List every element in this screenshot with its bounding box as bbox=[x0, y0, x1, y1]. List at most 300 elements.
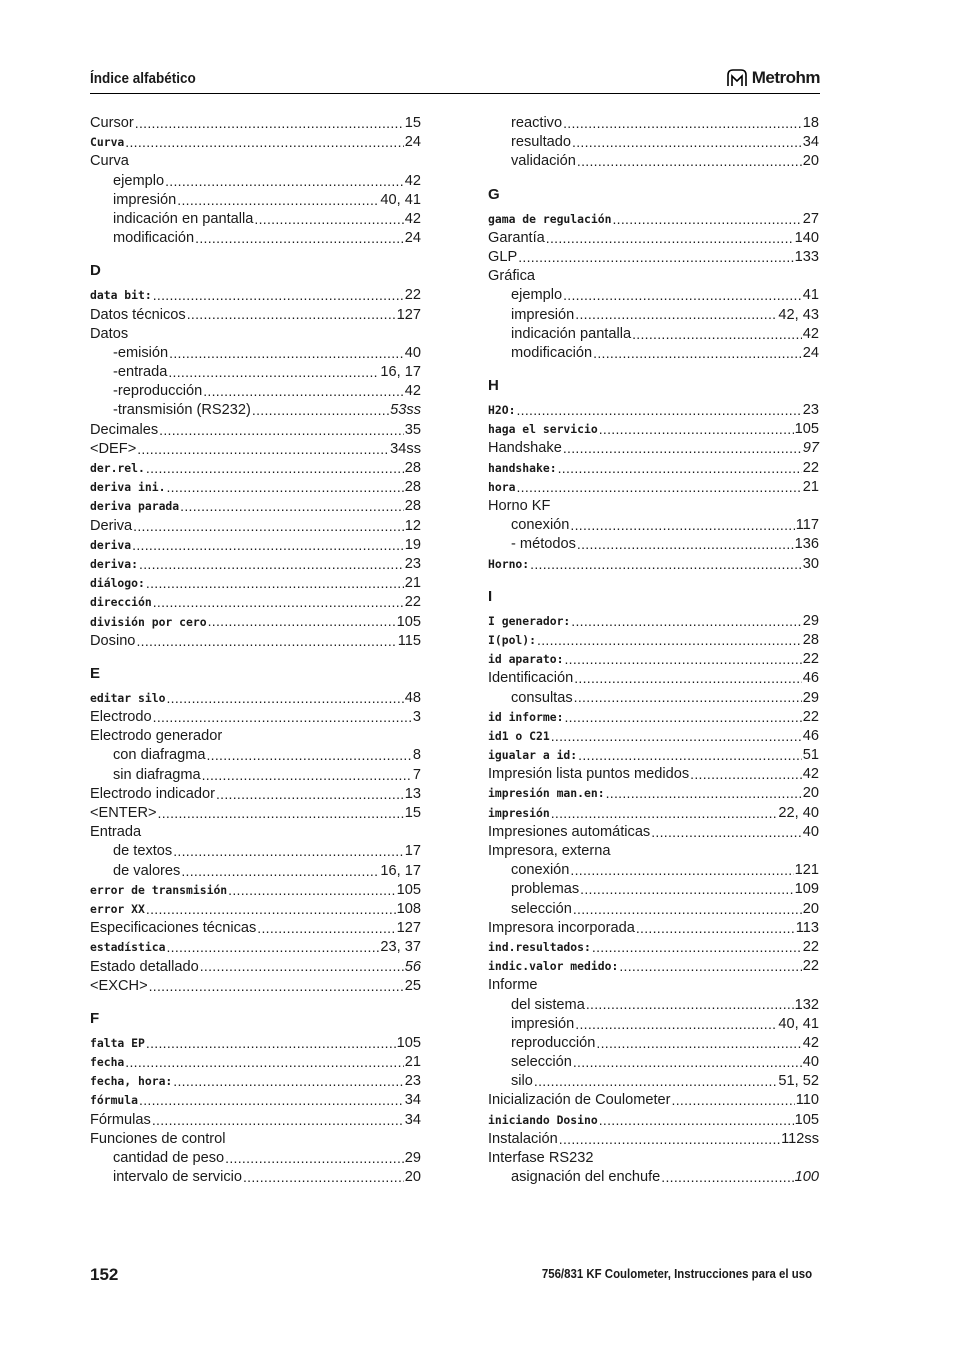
index-term: selección bbox=[511, 1054, 572, 1071]
index-term: Impresora, externa bbox=[488, 843, 611, 859]
dot-leader bbox=[149, 977, 404, 996]
index-subentry bbox=[488, 1072, 819, 1091]
index-page-ref: 23, 37 bbox=[380, 939, 421, 956]
index-page-ref: 46 bbox=[802, 727, 819, 744]
index-entry bbox=[488, 669, 819, 688]
index-page-ref: 136 bbox=[794, 536, 819, 553]
index-term: indic.valor medido: bbox=[488, 959, 619, 974]
index-subentry bbox=[90, 344, 421, 363]
index-page-ref: 8 bbox=[412, 747, 421, 764]
index-term: de textos bbox=[113, 843, 173, 860]
index-page-ref: 24 bbox=[802, 344, 819, 361]
index-subentry bbox=[90, 746, 421, 765]
dot-leader bbox=[572, 133, 802, 152]
index-page-ref: 132 bbox=[794, 996, 819, 1013]
index-term: validación bbox=[511, 153, 576, 170]
index-entry bbox=[90, 919, 421, 938]
index-page-ref: 20 bbox=[404, 1169, 421, 1186]
metrohm-logo-icon bbox=[726, 69, 748, 87]
index-entry bbox=[488, 938, 819, 957]
index-entry bbox=[90, 1034, 421, 1053]
index-term: Horno: bbox=[488, 556, 530, 571]
dot-leader bbox=[580, 880, 794, 899]
index-page-ref: 105 bbox=[396, 1034, 421, 1051]
index-term: Impresiones automáticas bbox=[488, 823, 651, 840]
index-term: Decimales bbox=[90, 421, 159, 438]
index-term: deriva bbox=[90, 537, 132, 552]
index-term: Fórmulas bbox=[90, 1111, 151, 1128]
index-page-ref: 22 bbox=[404, 594, 421, 611]
header-rule bbox=[90, 93, 820, 94]
index-entry bbox=[90, 900, 421, 919]
index-letter-heading: I bbox=[488, 587, 493, 605]
index-page-ref: 20 bbox=[802, 900, 819, 917]
index-term: id1 o C21 bbox=[488, 728, 550, 743]
index-entry bbox=[90, 708, 421, 727]
index-term: ind.resultados: bbox=[488, 939, 591, 954]
index-page-ref: 105 bbox=[794, 1111, 819, 1128]
index-term: deriva parada bbox=[90, 499, 180, 514]
dot-leader bbox=[563, 439, 802, 458]
dot-leader bbox=[173, 1072, 403, 1091]
index-term: -entrada bbox=[113, 364, 168, 381]
index-page-ref: 24 bbox=[404, 134, 421, 151]
dot-leader bbox=[254, 210, 403, 229]
index-entry bbox=[90, 1091, 421, 1110]
index-term: GLP bbox=[488, 248, 518, 265]
dot-leader bbox=[169, 344, 404, 363]
index-entry bbox=[488, 459, 819, 478]
footer-manual-title: 756/831 KF Coulometer, Instrucciones para el uso bbox=[541, 1266, 812, 1281]
dot-leader bbox=[257, 919, 395, 938]
index-entry bbox=[90, 804, 421, 823]
index-group-label bbox=[90, 727, 421, 746]
index-subentry bbox=[90, 401, 421, 420]
index-page-ref: 51 bbox=[802, 747, 819, 764]
index-term: hora bbox=[488, 479, 516, 494]
index-entry bbox=[90, 536, 421, 555]
index-subentry bbox=[90, 382, 421, 401]
index-subentry bbox=[488, 114, 819, 133]
index-term: ejemplo bbox=[511, 287, 563, 304]
index-page-ref: 48 bbox=[404, 689, 421, 706]
index-term: error XX bbox=[90, 901, 145, 916]
index-letter-heading: D bbox=[90, 262, 101, 280]
dot-leader bbox=[146, 574, 404, 593]
dot-leader bbox=[166, 938, 379, 957]
index-page-ref: 27 bbox=[802, 210, 819, 227]
index-term: Cursor bbox=[90, 115, 134, 131]
dot-leader bbox=[577, 535, 794, 554]
dot-leader bbox=[534, 1072, 778, 1091]
dot-leader bbox=[152, 1111, 404, 1130]
index-page-ref: 113 bbox=[795, 919, 819, 936]
index-page-ref: 7 bbox=[412, 766, 421, 783]
index-term: ejemplo bbox=[113, 172, 165, 189]
index-term: <EXCH> bbox=[90, 977, 148, 994]
index-term: sin diafragma bbox=[113, 766, 201, 783]
dot-leader bbox=[530, 555, 802, 574]
index-page-ref: 40 bbox=[802, 1054, 819, 1071]
index-term: problemas bbox=[511, 881, 580, 898]
index-entry bbox=[90, 478, 421, 497]
index-page-ref: 17 bbox=[404, 843, 421, 860]
index-page-ref: 42 bbox=[802, 325, 819, 342]
index-column-left bbox=[90, 114, 421, 1187]
logo-wordmark: Metrohm bbox=[751, 68, 820, 87]
index-term: impresión bbox=[113, 191, 177, 208]
dot-leader bbox=[574, 669, 802, 688]
index-entry bbox=[488, 1111, 819, 1130]
index-column-right bbox=[488, 114, 819, 1187]
index-entry bbox=[90, 785, 421, 804]
index-subentry bbox=[488, 880, 819, 899]
index-page-ref: 21 bbox=[404, 1054, 421, 1071]
index-entry bbox=[488, 708, 819, 727]
index-term: Identificación bbox=[488, 670, 574, 687]
dot-leader bbox=[208, 613, 396, 632]
index-page-ref: 29 bbox=[802, 689, 819, 706]
index-term: intervalo de servicio bbox=[113, 1169, 242, 1186]
dot-leader bbox=[243, 1168, 404, 1187]
index-term: silo bbox=[511, 1073, 533, 1090]
index-page-ref: 22 bbox=[802, 708, 819, 725]
index-page-ref: 42 bbox=[404, 383, 421, 400]
index-term: error de transmisión bbox=[90, 882, 228, 897]
index-term: Especificaciones técnicas bbox=[90, 920, 257, 937]
index-group-label bbox=[488, 976, 819, 995]
index-page-ref: 40 bbox=[802, 823, 819, 840]
index-page-ref: 22 bbox=[802, 651, 819, 668]
index-page-ref: 40, 41 bbox=[778, 1015, 819, 1032]
index-entry bbox=[488, 478, 819, 497]
index-page-ref: 28 bbox=[404, 498, 421, 515]
dot-leader bbox=[202, 766, 412, 785]
index-entry bbox=[488, 439, 819, 458]
index-subentry bbox=[90, 210, 421, 229]
dot-leader bbox=[596, 1034, 801, 1053]
index-term: división por cero bbox=[90, 614, 207, 629]
index-entry bbox=[488, 765, 819, 784]
index-subentry bbox=[488, 516, 819, 535]
index-subentry bbox=[488, 861, 819, 880]
index-term: impresión man.en: bbox=[488, 786, 605, 801]
index-entry bbox=[488, 248, 819, 267]
index-page-ref: 22, 40 bbox=[778, 804, 819, 821]
index-term: falta EP bbox=[90, 1035, 145, 1050]
dot-leader bbox=[570, 861, 793, 880]
index-page-ref: 3 bbox=[412, 709, 421, 726]
index-page-ref: 46 bbox=[802, 670, 819, 687]
index-term: estadística bbox=[90, 940, 166, 955]
index-entry bbox=[90, 114, 421, 133]
index-page-ref: 108 bbox=[396, 900, 421, 917]
index-subentry bbox=[488, 286, 819, 305]
dot-leader bbox=[225, 1149, 404, 1168]
dot-leader bbox=[690, 765, 802, 784]
index-term: asignación del enchufe bbox=[511, 1169, 661, 1186]
index-page-ref: 100 bbox=[794, 1169, 819, 1186]
index-term: impresión bbox=[488, 805, 550, 820]
index-page-ref: 28 bbox=[404, 460, 421, 476]
index-entry bbox=[488, 420, 819, 439]
index-term: -transmisión (RS232) bbox=[113, 402, 251, 419]
index-page-ref: 42 bbox=[802, 766, 819, 783]
index-term: igualar a id: bbox=[488, 748, 578, 763]
index-page-ref: 21 bbox=[802, 478, 819, 495]
index-subentry bbox=[90, 229, 421, 248]
index-entry bbox=[488, 804, 819, 823]
dot-leader bbox=[153, 593, 404, 612]
index-group-label bbox=[488, 267, 819, 286]
index-page-ref: 21 bbox=[404, 575, 421, 592]
index-term: id aparato: bbox=[488, 652, 564, 667]
index-group-label bbox=[90, 1130, 421, 1149]
index-entry bbox=[90, 133, 421, 152]
index-page-ref: 117 bbox=[795, 517, 819, 534]
index-page-ref: 42 bbox=[404, 210, 421, 227]
index-term: - métodos bbox=[511, 536, 576, 553]
dot-leader bbox=[575, 306, 777, 325]
index-subentry bbox=[488, 306, 819, 325]
index-entry bbox=[488, 957, 819, 976]
index-page-ref: 19 bbox=[404, 536, 421, 553]
index-entry bbox=[90, 881, 421, 900]
dot-leader bbox=[551, 727, 802, 746]
index-term: fórmula bbox=[90, 1093, 139, 1108]
dot-leader bbox=[577, 152, 802, 171]
index-entry bbox=[90, 421, 421, 440]
index-term: impresión bbox=[511, 1015, 575, 1032]
dot-leader bbox=[195, 229, 404, 248]
index-term: I(pol): bbox=[488, 632, 537, 647]
dot-leader bbox=[206, 746, 411, 765]
index-letter-heading: F bbox=[90, 1009, 100, 1027]
index-subentry bbox=[488, 900, 819, 919]
index-entry bbox=[90, 613, 421, 632]
index-group-label bbox=[90, 823, 421, 842]
dot-leader bbox=[636, 919, 795, 938]
index-page-ref: 23 bbox=[802, 402, 819, 419]
index-entry bbox=[90, 1053, 421, 1072]
dot-leader bbox=[586, 996, 794, 1015]
index-term: deriva ini. bbox=[90, 480, 166, 495]
index-term: consultas bbox=[511, 689, 573, 706]
index-entry bbox=[90, 593, 421, 612]
index-subentry bbox=[488, 133, 819, 152]
dot-leader bbox=[593, 344, 802, 363]
index-subentry bbox=[488, 325, 819, 344]
dot-leader bbox=[228, 881, 395, 900]
dot-leader bbox=[559, 1130, 780, 1149]
dot-leader bbox=[516, 401, 801, 420]
index-entry bbox=[488, 1091, 819, 1110]
dot-leader bbox=[570, 516, 794, 535]
index-entry bbox=[488, 784, 819, 803]
index-page-ref: 34 bbox=[404, 1111, 421, 1128]
index-term: handshake: bbox=[488, 460, 557, 475]
index-entry bbox=[90, 1111, 421, 1130]
index-term: Informe bbox=[488, 977, 538, 994]
index-entry bbox=[90, 497, 421, 516]
index-page-ref: 42 bbox=[404, 172, 421, 189]
dot-leader bbox=[132, 536, 404, 555]
dot-leader bbox=[216, 785, 404, 804]
index-term: haga el servicio bbox=[488, 422, 598, 437]
index-page-ref: 15 bbox=[404, 115, 421, 131]
index-page-ref: 24 bbox=[404, 230, 421, 247]
page-number: 152 bbox=[90, 1265, 119, 1284]
index-entry bbox=[90, 517, 421, 536]
index-page-ref: 34 bbox=[404, 1092, 421, 1109]
index-entry bbox=[90, 689, 421, 708]
index-letter-heading: G bbox=[488, 185, 500, 203]
index-entry bbox=[90, 555, 421, 574]
index-term: Instalación bbox=[488, 1130, 558, 1147]
index-term: fecha, hora: bbox=[90, 1074, 173, 1089]
dot-leader bbox=[168, 363, 379, 382]
index-letter-heading: H bbox=[488, 377, 499, 395]
index-page-ref: 28 bbox=[802, 631, 819, 648]
index-term: indicación pantalla bbox=[511, 325, 632, 342]
index-term: id informe: bbox=[488, 709, 564, 724]
index-page-ref: 56 bbox=[404, 958, 421, 975]
index-subentry bbox=[488, 689, 819, 708]
index-entry bbox=[488, 727, 819, 746]
index-page-ref: 25 bbox=[404, 977, 421, 994]
index-entry bbox=[488, 746, 819, 765]
dot-leader bbox=[166, 478, 403, 497]
index-subentry bbox=[90, 172, 421, 191]
index-page-ref: 40 bbox=[404, 344, 421, 361]
index-page-ref: 15 bbox=[404, 805, 421, 821]
index-page-ref: 22 bbox=[404, 287, 421, 304]
dot-leader bbox=[563, 114, 802, 133]
dot-leader bbox=[146, 459, 404, 478]
dot-leader bbox=[200, 958, 404, 977]
index-term: Impresión lista puntos medidos bbox=[488, 766, 690, 783]
index-page-ref: 127 bbox=[396, 306, 421, 323]
dot-leader bbox=[135, 114, 404, 133]
index-entry bbox=[90, 1072, 421, 1091]
dot-leader bbox=[537, 631, 802, 650]
index-term: Funciones de control bbox=[90, 1130, 226, 1147]
index-term: Datos técnicos bbox=[90, 306, 186, 323]
page-header-title: Índice alfabético bbox=[90, 70, 196, 87]
index-subentry bbox=[488, 152, 819, 171]
index-term: Gráfica bbox=[488, 268, 536, 285]
index-page-ref: 133 bbox=[794, 248, 819, 265]
index-subentry bbox=[90, 862, 421, 881]
dot-leader bbox=[139, 555, 404, 574]
index-term: Garantía bbox=[488, 229, 545, 246]
dot-leader bbox=[573, 1053, 802, 1072]
index-page-ref: 34 bbox=[802, 134, 819, 151]
dot-leader bbox=[203, 382, 404, 401]
dot-leader bbox=[125, 133, 403, 152]
index-term: de valores bbox=[113, 862, 181, 879]
index-group-label bbox=[488, 497, 819, 516]
index-page-ref: 140 bbox=[794, 229, 819, 246]
index-term: Interfase RS232 bbox=[488, 1150, 594, 1166]
dot-leader bbox=[578, 746, 802, 765]
dot-leader bbox=[165, 172, 404, 191]
index-term: selección bbox=[511, 900, 572, 917]
index-term: Electrodo generador bbox=[90, 728, 223, 745]
index-term: reproducción bbox=[511, 1034, 596, 1051]
index-term: conexión bbox=[511, 862, 570, 879]
index-page-ref: 28 bbox=[404, 479, 421, 496]
index-term: editar silo bbox=[90, 690, 166, 705]
index-term: cantidad de peso bbox=[113, 1150, 225, 1166]
index-entry bbox=[90, 574, 421, 593]
index-term: del sistema bbox=[511, 996, 585, 1013]
dot-leader bbox=[575, 1015, 777, 1034]
index-group-label bbox=[90, 152, 421, 171]
index-page-ref: 12 bbox=[404, 517, 421, 534]
index-term: Horno KF bbox=[488, 498, 551, 514]
index-subentry bbox=[488, 1053, 819, 1072]
index-term: H2O: bbox=[488, 403, 516, 418]
index-page-ref: 22 bbox=[802, 938, 819, 955]
index-page-ref: 20 bbox=[802, 153, 819, 170]
dot-leader bbox=[146, 1034, 396, 1053]
dot-leader bbox=[516, 478, 801, 497]
dot-leader bbox=[125, 1053, 403, 1072]
index-entry bbox=[488, 210, 819, 229]
index-page-ref: 29 bbox=[802, 612, 819, 629]
index-entry bbox=[90, 459, 421, 478]
index-subentry bbox=[90, 363, 421, 382]
dot-leader bbox=[599, 1111, 794, 1130]
index-group-label bbox=[488, 842, 819, 861]
index-page-ref: 16, 17 bbox=[380, 364, 421, 381]
dot-leader bbox=[166, 689, 403, 708]
index-term: conexión bbox=[511, 517, 570, 534]
dot-leader bbox=[571, 612, 801, 631]
index-page-ref: 13 bbox=[404, 785, 421, 802]
dot-leader bbox=[573, 900, 802, 919]
index-subentry bbox=[90, 1168, 421, 1187]
index-entry bbox=[90, 938, 421, 957]
index-page-ref: 127 bbox=[396, 920, 421, 937]
index-page-ref: 115 bbox=[397, 632, 421, 649]
index-page-ref: 22 bbox=[802, 459, 819, 476]
index-page-ref: 51, 52 bbox=[778, 1073, 819, 1090]
dot-leader bbox=[159, 421, 404, 440]
dot-leader bbox=[153, 286, 404, 305]
index-term: gama de regulación bbox=[488, 211, 612, 226]
index-term: <ENTER> bbox=[90, 805, 157, 821]
index-term: modificación bbox=[113, 230, 195, 247]
index-term: Electrodo bbox=[90, 709, 152, 726]
dot-leader bbox=[558, 459, 802, 478]
index-term: Datos bbox=[90, 325, 129, 342]
dot-leader bbox=[177, 191, 379, 210]
index-entry bbox=[90, 977, 421, 996]
index-page-ref: 23 bbox=[404, 555, 421, 572]
dot-leader bbox=[546, 229, 794, 248]
dot-leader bbox=[137, 440, 389, 459]
dot-leader bbox=[136, 632, 396, 651]
index-subentry bbox=[90, 842, 421, 861]
dot-leader bbox=[606, 784, 802, 803]
dot-leader bbox=[252, 401, 389, 420]
index-entry bbox=[90, 632, 421, 651]
index-term: fecha bbox=[90, 1055, 125, 1070]
index-term: Dosino bbox=[90, 632, 136, 649]
dot-leader bbox=[661, 1168, 793, 1187]
